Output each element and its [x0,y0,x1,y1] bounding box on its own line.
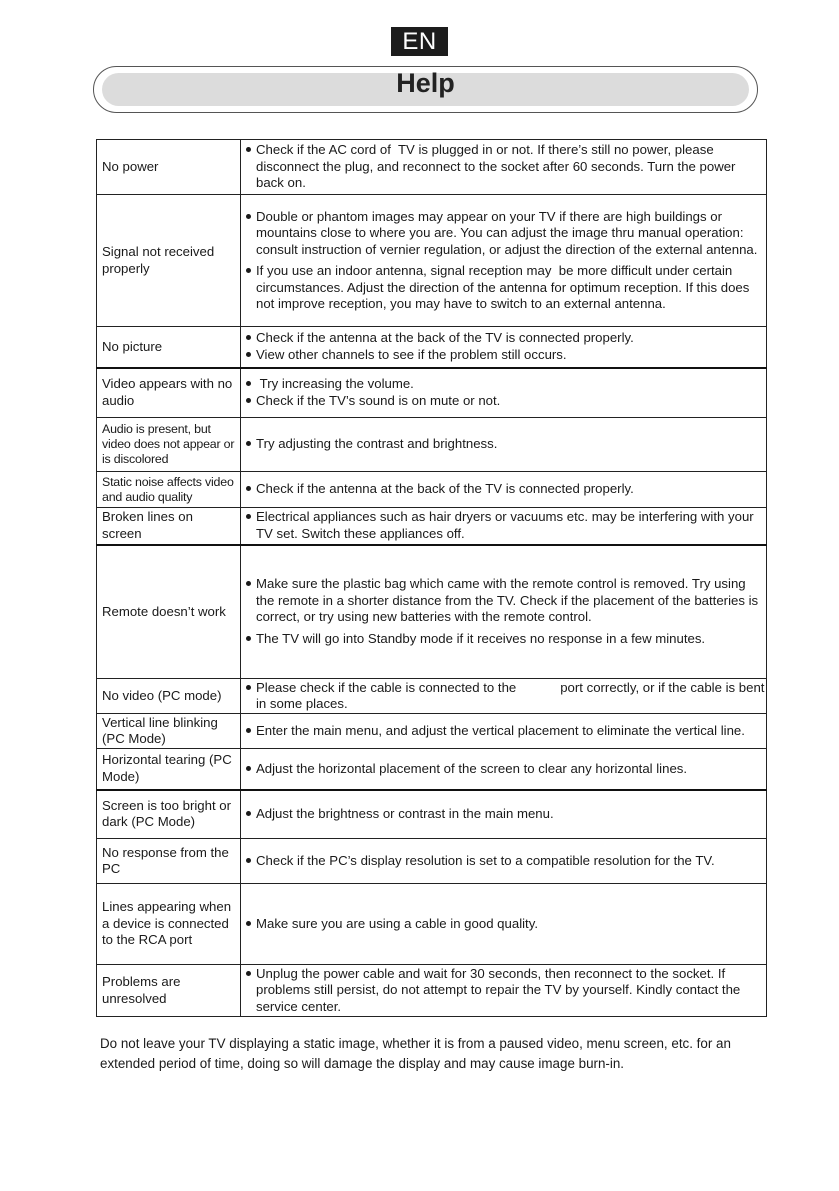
solution-bullet [245,631,766,648]
solution-bullet [245,263,766,313]
solution-text: Adjust the brightness or contrast in the main menu. [256,806,554,821]
solution-bullet [245,723,766,740]
page-title-banner [93,66,758,113]
problem-cell: No picture [97,327,241,368]
problem-cell: Audio is present, but video does not appear or is discolored [97,418,241,472]
table-row [97,140,767,195]
solution-bullet [245,853,766,870]
problem-cell: Lines appearing when a device is connected to the RCA port [97,884,241,965]
troubleshooting-table [96,139,767,1017]
solution-bullet [245,347,766,364]
bullet-dot-icon [246,636,251,641]
solution-bullet [245,806,766,823]
solution-bullet [245,209,766,259]
solution-text: Check if the AC cord of TV is plugged in or not. If there’s still no power, please disconnect the plug, and reconnect to the socket after 60 seconds. Turn the power back on. [256,142,740,191]
bullet-dot-icon [246,581,251,586]
solution-cell [241,327,767,368]
table-row [97,545,767,679]
page-title: Help [396,68,455,98]
language-badge: EN [391,27,448,56]
problem-cell: Static noise affects video and audio quality [97,472,241,508]
bullet-dot-icon [246,858,251,863]
bullet-dot-icon [246,441,251,446]
problem-cell: Vertical line blinking (PC Mode) [97,714,241,749]
solution-bullet [245,761,766,778]
problem-cell: No response from the PC [97,839,241,884]
bullet-dot-icon [246,398,251,403]
solution-text: Check if the antenna at the back of the TV is connected properly. [256,330,634,346]
bullet-dot-icon [246,811,251,816]
bullet-dot-icon [246,147,251,152]
solution-cell [241,368,767,418]
solution-bullet [245,481,766,498]
solution-text: Check if the TV’s sound is on mute or not. [256,392,501,408]
bullet-dot-icon [246,268,251,273]
table-row [97,790,767,839]
solution-bullet [245,376,766,393]
solution-text: Adjust the horizontal placement of the screen to clear any horizontal lines. [256,760,688,776]
solution-bullet [245,509,766,542]
bullet-dot-icon [246,381,251,386]
solution-text: Enter the main menu, and adjust the vertical placement to eliminate the vertical line. [256,722,745,738]
table-row [97,714,767,749]
solution-bullet [245,916,766,933]
solution-bullet [245,966,766,1016]
solution-text: If you use an indoor antenna, signal reception may be more difficult under certain circumstances. Adjust the direction of the antenna for optimum reception. If this does not improve reception, you may have to switch to an external antenna. [256,263,753,311]
table-row [97,418,767,472]
table-row [97,195,767,327]
bullet-dot-icon [246,685,251,690]
bullet-dot-icon [246,728,251,733]
solution-cell [241,965,767,1017]
table-row [97,749,767,790]
table-row [97,839,767,884]
solution-text: Check if the antenna at the back of the TV is connected properly. [256,481,634,497]
solution-cell [241,418,767,472]
burn-in-warning: Do not leave your TV displaying a static image, whether it is from a paused video, menu screen, etc. for an extended period of time, doing so will damage the display and may cause image burn-in. [100,1036,731,1071]
solution-cell [241,839,767,884]
solution-text: Try adjusting the contrast and brightness. [256,436,498,452]
bullet-dot-icon [246,352,251,357]
bullet-dot-icon [246,971,251,976]
solution-bullet [245,330,766,347]
problem-cell: Horizontal tearing (PC Mode) [97,749,241,790]
solution-cell [241,679,767,714]
table-row [97,508,767,545]
bullet-dot-icon [246,214,251,219]
solution-text: Unplug the power cable and wait for 30 seconds, then reconnect to the socket. If problems still persist, do not attempt to repair the TV by yourself. Kindly contact the service center. [256,965,744,1014]
problem-cell: Remote doesn’t work [97,545,241,679]
bullet-dot-icon [246,766,251,771]
solution-text: Try increasing the volume. [256,376,414,392]
solution-cell [241,790,767,839]
table-row [97,368,767,418]
solution-text: Electrical appliances such as hair dryers or vacuums etc. may be interfering with your TV set. Switch these appliances off. [256,509,758,541]
table-row [97,327,767,368]
solution-bullet [245,436,766,453]
solution-text: View other channels to see if the problem still occurs. [256,346,567,362]
problem-cell: Signal not received properly [97,195,241,327]
problem-cell: Problems are unresolved [97,965,241,1017]
table-row [97,679,767,714]
problem-cell: No video (PC mode) [97,679,241,714]
problem-cell: Screen is too bright or dark (PC Mode) [97,790,241,839]
bullet-dot-icon [246,486,251,491]
problem-cell: Broken lines on screen [97,508,241,545]
solution-bullet [245,576,766,626]
solution-cell [241,472,767,508]
solution-text: Make sure the plastic bag which came with the remote control is removed. Try using the remote in a shorter distance from the TV. Check if the placement of the batteries is correct, or try using new batteries with the remote control. [256,576,762,625]
solution-cell [241,508,767,545]
table-row [97,965,767,1017]
solution-text: Please check if the cable is connected to the port correctly, or if the cable is bent in some places. [256,679,769,711]
solution-cell [241,884,767,965]
solution-text: Check if the PC’s display resolution is set to a compatible resolution for the TV. [256,852,715,868]
problem-cell: No power [97,140,241,195]
table-row [97,884,767,965]
bullet-dot-icon [246,335,251,340]
solution-bullet [245,393,766,410]
solution-cell [241,195,767,327]
problem-cell: Video appears with no audio [97,368,241,418]
solution-cell [241,545,767,679]
solution-text: Double or phantom images may appear on your TV if there are high buildings or mountains close to where you are. You can adjust the image thru manual operation: consult instruction of vernier regulation, or adjust the direction of the external antenna. [256,208,758,257]
bullet-dot-icon [246,921,251,926]
solution-bullet [245,142,766,192]
solution-cell [241,749,767,790]
solution-text: Make sure you are using a cable in good quality. [256,915,538,931]
solution-cell [241,140,767,195]
table-row [97,472,767,508]
solution-cell [241,714,767,749]
bullet-dot-icon [246,514,251,519]
solution-text: The TV will go into Standby mode if it receives no response in a few minutes. [256,630,706,646]
solution-bullet [245,679,769,713]
